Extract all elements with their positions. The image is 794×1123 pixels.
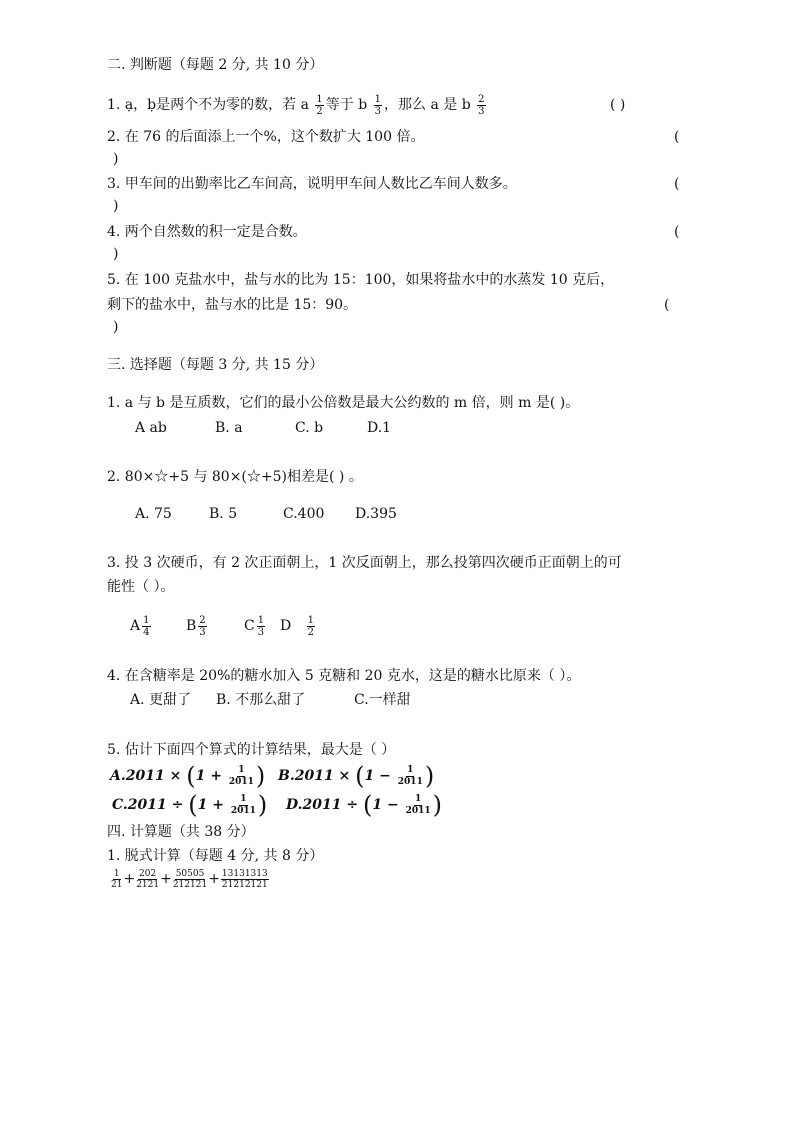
judge-q5-line1: 5. 在 100 克盐水中，盐与水的比为 15：100，如果将盐水中的水蒸发 10 克后， bbox=[107, 272, 615, 288]
choice-q3-line1: 3. 投 3 次硬币，有 2 次正面朝上，1 次反面朝上，那么投第四次硬币正面朝上的可 bbox=[107, 555, 622, 571]
option-b: B. a bbox=[215, 420, 243, 436]
option-a: A $\frac{1}{4}$ bbox=[130, 614, 150, 638]
choice-q1: 1. a 与 b 是互质数，它们的最小公倍数是最大公约数的 m 倍，则 m 是( )。 bbox=[107, 395, 580, 411]
answer-paren: ( ) bbox=[610, 97, 626, 113]
option-b: B $\frac{2}{3}$ bbox=[186, 614, 206, 638]
choice-q4: 4. 在含糖率是 20%的糖水加入 5 克糖和 20 克水，这是的糖水比原来（ ）。 bbox=[107, 668, 581, 684]
answer-paren-close: ) bbox=[113, 246, 119, 262]
calc-expression: $\frac{1}{21}$ + $\frac{202}{2121}$ + $\frac{50505}{212121}$ + $\frac{13131313}{21212121}$ bbox=[111, 868, 268, 890]
answer-paren-close: ) bbox=[113, 319, 119, 335]
judge-q5-line2: 剩下的盐水中，盐与水的比是 15：90。 bbox=[107, 297, 358, 313]
choice-q2: 2. 80×☆+5 与 80×(☆+5)相差是( ) 。 bbox=[107, 469, 363, 485]
option-a: A. 更甜了 bbox=[130, 692, 192, 708]
answer-paren-close: ) bbox=[113, 198, 119, 214]
choice-q2-options bbox=[135, 504, 397, 524]
answer-paren-open: ( bbox=[674, 224, 680, 240]
judge-q1: 1. a ·，b ·是两个不为零的数，若 a $\frac{1}{2}$ 等于 b $\frac{1}{3}$ ，那么 a 是 b $\frac{2}{3}$ bbox=[107, 92, 488, 118]
choice-q3-options bbox=[130, 612, 317, 640]
option-d: D.395 bbox=[355, 506, 397, 522]
fraction: $\frac{13131313}{21212121}$ bbox=[221, 868, 268, 890]
fraction: $\frac{1}{3}$ bbox=[374, 93, 382, 117]
choice-q5: 5. 估计下面四个算式的计算结果，最大是（ ） bbox=[107, 742, 396, 758]
fraction: $\frac{50505}{212121}$ bbox=[172, 868, 208, 890]
choice-q5-option-b: B.2011 × (1 − $\frac{1}{2011}$ ) bbox=[278, 762, 435, 790]
option-d: D.1 bbox=[367, 420, 392, 436]
option-b: B. 5 bbox=[209, 506, 238, 522]
fraction: $\frac{1}{21}$ bbox=[111, 868, 123, 890]
choice-q5-option-a: A.2011 × (1 + $\frac{1}{2011}$ ) bbox=[110, 762, 266, 790]
option-a: A. 75 bbox=[135, 506, 172, 522]
answer-paren-open: ( bbox=[674, 176, 680, 192]
answer-paren-open: ( bbox=[674, 129, 680, 145]
option-c: C $\frac{1}{3}$ bbox=[244, 614, 265, 638]
answer-paren-close: ) bbox=[113, 151, 119, 167]
option-b: B. 不那么甜了 bbox=[216, 692, 306, 708]
fraction: $\frac{2}{3}$ bbox=[478, 93, 485, 117]
section-4-title: 四. 计算题（共 38 分） bbox=[107, 824, 255, 840]
section-2-title: 二. 判断题（每题 2 分, 共 10 分） bbox=[107, 57, 324, 73]
choice-q4-options bbox=[130, 690, 411, 710]
choice-q3-line2: 能性（ ）。 bbox=[107, 579, 175, 595]
judge-q2: 2. 在 76 的后面添上一个%，这个数扩大 100 倍。 bbox=[107, 129, 425, 145]
option-c: C. b bbox=[295, 420, 324, 436]
option-d: D $\frac{1}{2}$ bbox=[280, 614, 314, 638]
choice-q5-option-c: C.2011 ÷ (1 + $\frac{1}{2011}$ ) bbox=[112, 791, 268, 819]
option-a: A ab bbox=[135, 420, 167, 436]
fraction: $\frac{202}{2121}$ bbox=[136, 868, 160, 890]
section-4-sub1: 1. 脱式计算（每题 4 分, 共 8 分） bbox=[107, 848, 324, 864]
judge-q3: 3. 甲车间的出勤率比乙车间高，说明甲车间人数比乙车间人数多。 bbox=[107, 176, 517, 192]
fraction: $\frac{1}{2}$ bbox=[316, 93, 323, 117]
choice-q5-option-d: D.2011 ÷ (1 − $\frac{1}{2011}$ ) bbox=[286, 791, 443, 819]
choice-q1-options bbox=[135, 418, 391, 438]
option-c: C.一样甜 bbox=[354, 692, 411, 708]
judge-q4: 4. 两个自然数的积一定是合数。 bbox=[107, 224, 307, 240]
answer-paren-open: ( bbox=[664, 297, 670, 313]
option-c: C.400 bbox=[283, 506, 325, 522]
section-3-title: 三. 选择题（每题 3 分, 共 15 分） bbox=[107, 357, 324, 373]
